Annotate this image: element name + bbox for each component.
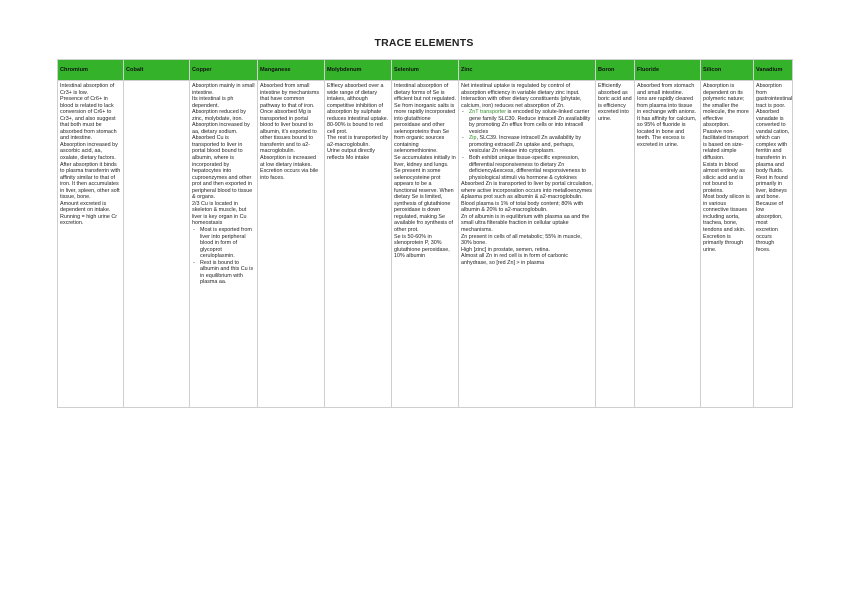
header-vanadium: Vanadium [754, 60, 793, 81]
cell-line: Absorption is increased at low dietary intakes. [260, 155, 317, 168]
header-boron: Boron [596, 60, 635, 81]
cell-line: Intestinal absorption of Cr3+ is low. [60, 83, 115, 96]
header-silicon: Silicon [701, 60, 754, 81]
header-selenium: Selenium [392, 60, 459, 81]
cell-line: Most body silicon is in various connective tissues including aorta, trachea, bone, tendons and skin. [703, 194, 750, 234]
cell-line: Absorbed from small intestine by mechanisms that have common pathway to that of iron. [260, 83, 320, 109]
cell-line: Excretion is primarily through urine. [703, 233, 744, 253]
trace-elements-table [57, 59, 793, 408]
header-molybdenum: Molybdenum [325, 60, 392, 81]
zip-text: , SLC39. Increase intracell Zn availability by promoting extracell Zn uptake and, perhaps, vesicular Zn release into cytoplasm. [469, 135, 582, 155]
cell-line: Se from inorganic salts is more rapidly incorporated into glutathione peroxidase and other selenoproteins than Se from organic sources containing selenomethionine. [394, 102, 456, 155]
zinc-transporter-list [461, 109, 593, 181]
document-title: TRACE ELEMENTS [374, 37, 474, 49]
header-row [58, 60, 793, 81]
cell-line: Absorbed Cu is transported to liver in portal blood bound to albumin, where is incorporated by hepatocytes into cuproenzymes and other prot and then exported in peripheral blood to tissue & organs. [192, 135, 253, 201]
znt-text: is encoded by solute-linked carrier gene family SLC30. Reduce intracell Zn availability by promoting Zn efflux from cells or into intracell vesicles [469, 109, 591, 135]
zinc-both-item: - Both exhibit unique tissue-specific expression, differential responsiveness to dietary Zn deficiency&excess, differential responsiveness to physiological stimuli via hormone & cytokines [469, 155, 593, 181]
cell-line: Absorption from gastrointestinal tract is poor. [756, 83, 793, 109]
cell-cobalt [124, 81, 190, 408]
zinc-zip-item [469, 135, 593, 155]
cell-line: Absorption increased by ascorbic acid, aa, oxalate, dietary factors. [60, 141, 118, 162]
cell-line: Absorbed vanadate is converted to vandal cation, which can complex with ferritin and transferrin in plasma and body fluids. [756, 109, 790, 175]
cell-line: Absorption is dependent on its polymeric nature; the smaller the molecule, the more effective absorption. [703, 83, 749, 129]
cell-line: Efficiently absorbed as boric acid and is efficiency excreted into urine. [598, 83, 632, 122]
cell-line: Its intestinal is ph dependent. [192, 96, 234, 109]
cell-line: The rest is transported by a2-macroglobulin. [327, 135, 389, 148]
zinc-line: Zn present in cells of all metabolic; 55% in muscle, 30% bone. [461, 233, 582, 247]
cell-manganese [258, 81, 325, 408]
header-manganese: Manganese [258, 60, 325, 81]
cell-line: Intestinal absorption of dietary forms of Se is efficient but not regulated. [394, 83, 456, 103]
header-chromium: Chromium [58, 60, 124, 81]
cell-copper [190, 81, 258, 408]
header-fluoride: Fluoride [635, 60, 701, 81]
zinc-znt-item [469, 109, 593, 135]
zinc-line: Zn of albumin is in equilibrium with plasma aa and the small ultra filterable fraction in cellular uptake mechanisms. [461, 213, 590, 234]
cell-line: Excretion occurs via bile into faces. [260, 168, 319, 181]
cell-boron [596, 81, 635, 408]
cell-bullet: - Most is exported from liver into peripheral blood in form of glycoprot ceruloplasmin. [200, 227, 255, 260]
cell-line: Presence of Cr6+ in blood is related to lack conversion of Cr6+ to Cr3+, and also suggest that both must be absorbed from stomach and intestine. [60, 96, 117, 142]
zinc-line: Blood plasma is 1% of total body content; 80% with albumin & 20% to a2-macroglobulin. [461, 200, 584, 214]
cell-line: It has affinity for calcium, so 95% of fluoride is located in bone and teeth. The excess is excreted in urine. [637, 115, 697, 148]
cell-line: Amount excreted is dependent on intake. [60, 200, 111, 214]
cell-chromium [58, 81, 124, 408]
znt-link: ZnT transporter [469, 109, 507, 116]
zinc-line: Almost all Zn in red cell is in form of carbonic anhydrase, so [red Zn] > in plasma [461, 253, 568, 266]
cell-line: 80-90% is bound to red cell prot. [327, 122, 383, 135]
cell-line: 2/3 Cu is located in skeleton & muscle, but liver is key organ in Cu homeostasis [192, 200, 247, 227]
header-copper: Copper [190, 60, 258, 81]
cell-silicon [701, 81, 754, 408]
cell-line: Because of low absorption, most excretion occurs through feces. [756, 200, 783, 253]
cell-line: After absorption it binds to plasma transferrin with affinity similar to that of iron. It then accumulates in liver, spleen, other soft tissue, bone. [60, 161, 121, 201]
cell-fluoride [635, 81, 701, 408]
zinc-rest [461, 181, 593, 266]
cell-line: Absorption mainly in small intestine. [192, 83, 255, 96]
zinc-intro: Net intestinal uptake is regulated by control of absorption efficiency in variable dietary zinc input. Interaction with other dietary constituents (phytate, calcium, iron) reduces net absorption of Zn. [461, 83, 582, 109]
zinc-line: High [zinc] in prostate, semen, retina. [461, 246, 550, 253]
cell-line: Absorption increased by aa, dietary sodium. [192, 122, 250, 135]
cell-line: Absorbed from stomach and small intestine. [637, 83, 695, 96]
zinc-line: Absorbed Zn is transported to liver by portal circulation, where active incorporation occurs into metalloenzymes &plasma prot such as albumin & a2-macroglobulin. [461, 181, 593, 201]
cell-line: Once absorbed Mg is transported in portal blood to liver bound to albumin, it's exported to other tissues bound to transferrin and to a2-macroglobulin. [260, 109, 317, 155]
cell-zinc [459, 81, 596, 408]
cell-line: Ions are rapidly cleared from plasma into tissue in exchange with anions. [637, 96, 697, 116]
cell-line: Rest in found primarily in liver, kidneys and bone. [756, 174, 788, 201]
cell-bullet: - Rest is bound to albumin and this Cu is in equilibrium with plasma aa. [200, 260, 255, 286]
header-cobalt: Cobalt [124, 60, 190, 81]
cell-line: Absorption reduced by zinc, molybdate, iron. [192, 109, 246, 122]
cell-line: Running = high urine Cr excretion. [60, 213, 118, 227]
cell-line: Se present in some selenocysteine prot appears to be a functional reserve. When dietary Se is limited, synthesis of glutathione peroxidase is down regulated, making Se available fro synthesis of other prot. [394, 168, 454, 234]
cell-line: Exists in blood almost entirely as silicic acid and is not bound to proteins. [703, 161, 745, 194]
cell-line: Urine output directly reflects Mo intake [327, 148, 375, 162]
content-row [58, 81, 793, 408]
zip-link: Zip [469, 135, 477, 142]
cell-line: Passive non-facilitated transport is based on size-related simple diffusion. [703, 128, 749, 162]
cell-line: Se accumulates initially in liver, kidney and lungs. [394, 155, 456, 168]
header-zinc: Zinc [459, 60, 596, 81]
cell-vanadium [754, 81, 793, 408]
cell-line: Se is 50-60% in slenoprotein P, 30% glutathione peroxidase, 10% albumin [394, 233, 450, 260]
cell-line: Effiecy absorbed over a wide range of dietary intakes, although competitive inhibition of absorption by sulphate reduces intestinal uptake. [327, 83, 389, 122]
cell-molybdenum [325, 81, 392, 408]
cell-bullet-list [192, 227, 255, 286]
cell-selenium [392, 81, 459, 408]
